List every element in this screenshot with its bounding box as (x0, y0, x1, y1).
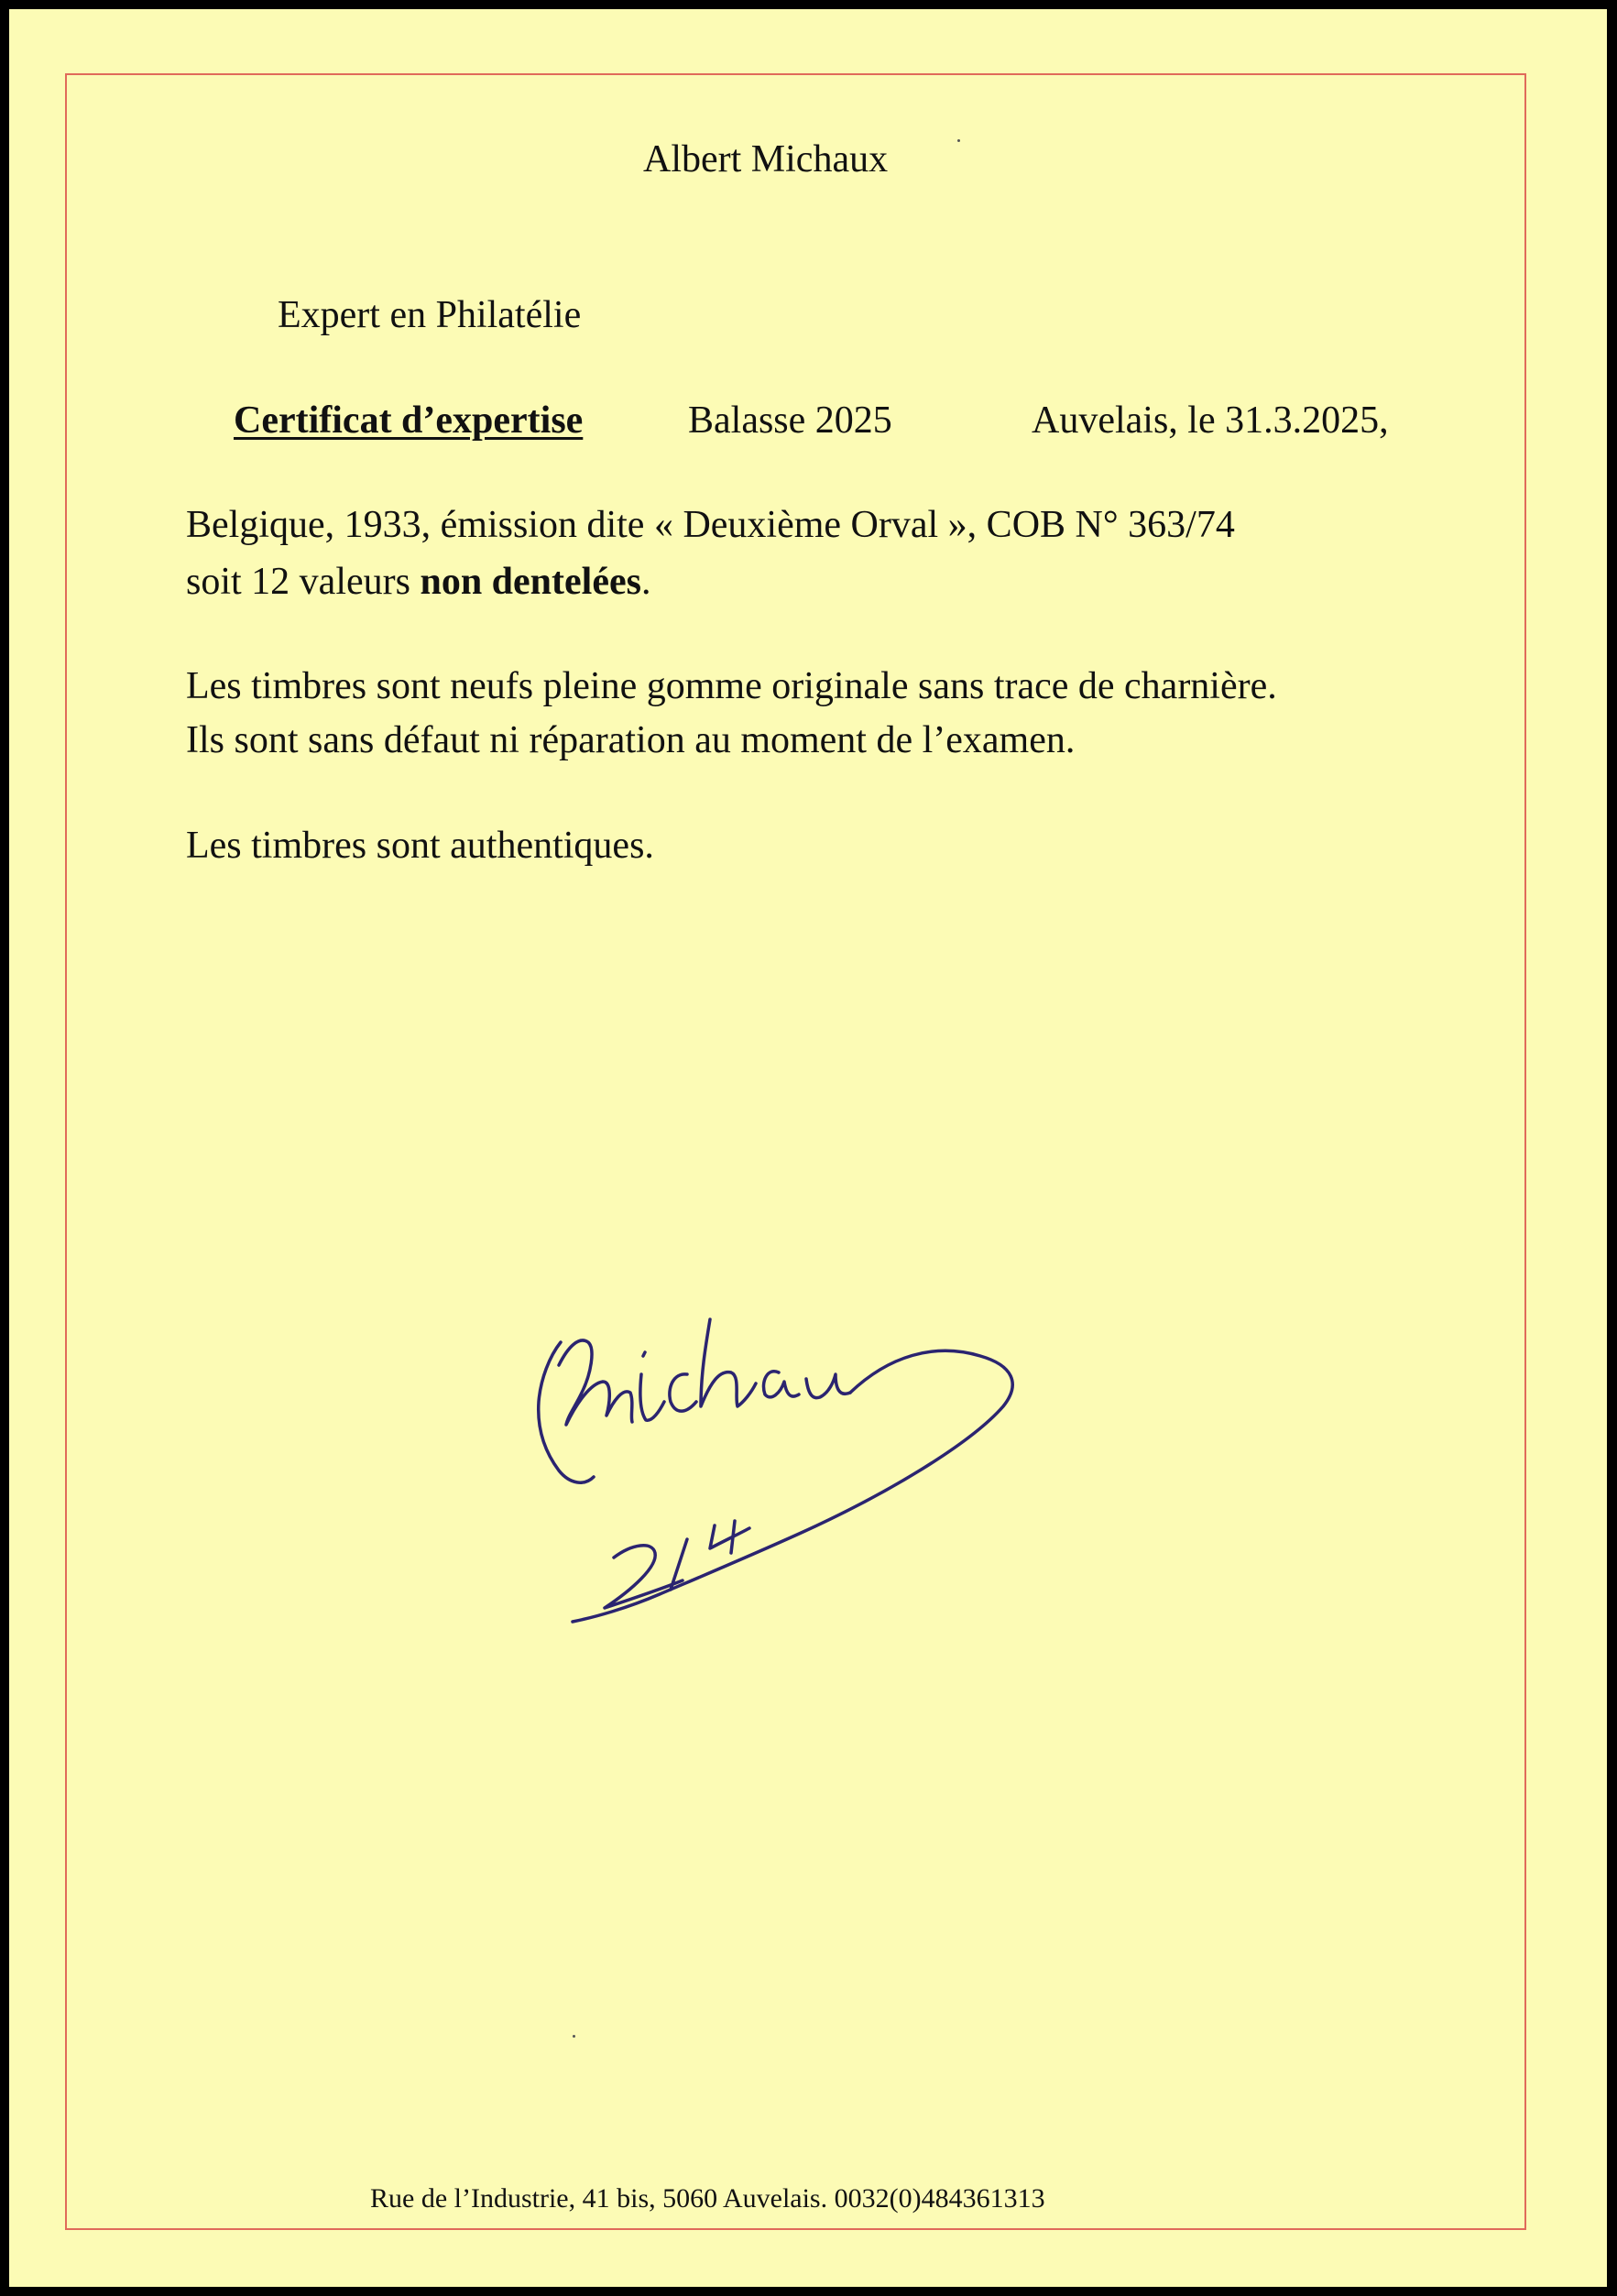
body-line-authentic: Les timbres sont authentiques. (186, 825, 654, 867)
body-line-defects: Ils sont sans défaut ni réparation au moment de l’examen. (186, 719, 1076, 761)
body-line-issue: Belgique, 1933, émission dite « Deuxième Orval », COB N° 363/74 (186, 504, 1235, 546)
values-suffix: . (640, 561, 651, 603)
place-date: Auvelais, le 31.3.2025, (1032, 399, 1389, 442)
expert-role: Expert en Philatélie (278, 294, 582, 336)
red-border-frame (65, 73, 1526, 2230)
footer-address: Rue de l’Industrie, 41 bis, 5060 Auvelais. 0032(0)484361313 (370, 2183, 1045, 2214)
handwritten-signature-icon (504, 1219, 1035, 1631)
paper-speck (957, 139, 960, 142)
body-line-condition: Les timbres sont neufs pleine gomme originale sans trace de charnière. (186, 665, 1277, 707)
certificate-title: Certificat d’expertise (234, 399, 584, 442)
certificate-page (9, 9, 1607, 2287)
values-prefix: soit 12 valeurs (186, 561, 421, 603)
body-line-values (186, 563, 650, 601)
imperforate-text: non dentelées (420, 561, 641, 603)
expert-name: Albert Michaux (643, 138, 889, 180)
paper-speck (573, 2035, 575, 2038)
certificate-reference: Balasse 2025 (688, 399, 892, 442)
